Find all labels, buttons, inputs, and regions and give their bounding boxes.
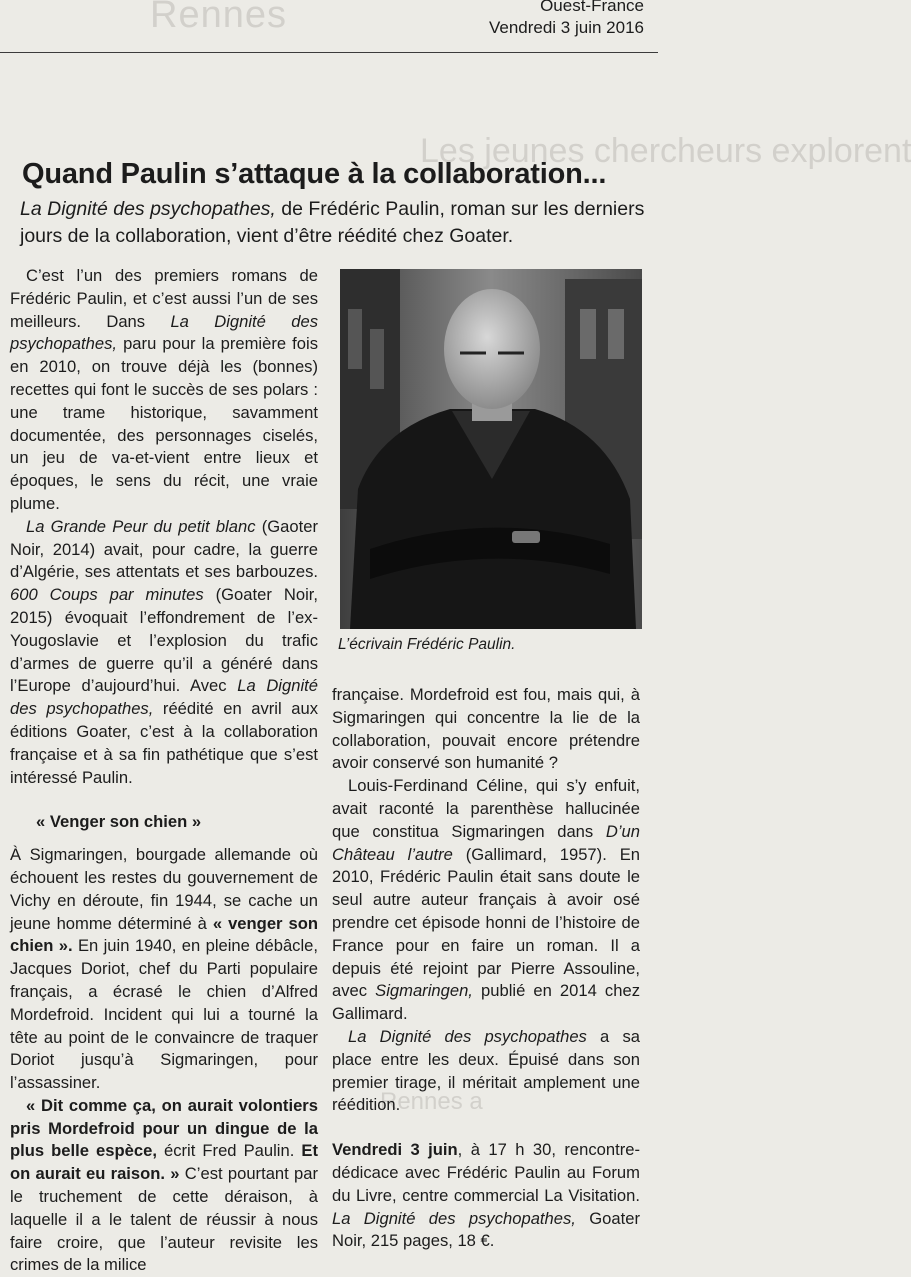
paragraph: La Dignité des psychopathes a sa place entre les deux. Épuisé dans son premier tirage, il méritait amplement une réédition. (332, 1026, 641, 1115)
photo-caption: L’écrivain Frédéric Paulin. (338, 636, 516, 653)
article-column-right (332, 684, 640, 1253)
header-rule (0, 52, 658, 53)
newspaper-name: Ouest-France (540, 0, 644, 15)
paragraph: Louis-Ferdinand Céline, qui s’y enfuit, avait raconté la parenthèse hallucinée que constitua Sigmaringen dans D’un Château l’autre (Gallimard, 1957). En 2010, Frédéric Paulin était sans doute le seul autre auteur français à avoir osé prendre cet épisode honni de l’histoire de France pour en faire un roman. Il a depuis été rejoint par Pierre Assouline, avec Sigmaringen, publié en 2014 chez Gallimard. (332, 776, 640, 1024)
author-photo (340, 269, 642, 629)
standfirst-text: de Frédéric Paulin, roman sur les derniers jours de la collaboration, vient d’être réédité chez Goater. (20, 198, 645, 247)
event-info: Vendredi 3 juin, à 17 h 30, rencontre-dédicace avec Frédéric Paulin au Forum du Livre, centre commercial La Visitation. La Dignité des psychopathes, Goater Noir, 215 pages, 18 €. (332, 1140, 640, 1251)
article-standfirst (20, 196, 652, 250)
paragraph: « Dit comme ça, on aurait volontiers pris Mordefroid pour un dingue de la plus belle espèce, écrit Fred Paulin. Et on aurait eu raison. » C’est pourtant par le truchement de cette déraison, à laquelle il a le talent de réussir à nous faire croire, que l’auteur revisite les crimes de la milice (10, 1095, 319, 1275)
bleed-through-text: Rennes (150, 0, 287, 36)
bleed-through-text: Rennes a (380, 1088, 483, 1115)
article-subheading: « Venger son chien » (36, 812, 202, 832)
paragraph: À Sigmaringen, bourgade allemande où échouent les restes du gouvernement de Vichy en déroute, fin 1944, se cache un jeune homme déterminé à « venger son chien ». En juin 1940, en pleine débâcle, Jacques Doriot, chef du Parti populaire français, a écrasé le chien d’Alfred Mordefroid. Incident qui lui a tourné la tête au point de le convaincre de traquer Doriot jusqu’à Sigmaringen, pour l’assassiner. (10, 845, 318, 1093)
paragraph: française. Mordefroid est fou, mais qui, à Sigmaringen qui concentre la lie de la collaboration, pouvait encore prétendre avoir conservé son humanité ? (332, 685, 640, 773)
article-column-left (10, 265, 318, 1277)
author-portrait-illustration (340, 269, 642, 629)
publication-date: Vendredi 3 juin 2016 (488, 18, 644, 37)
paragraph: La Grande Peur du petit blanc (Gaoter Noir, 2014) avait, pour cadre, la guerre d’Algérie, ses attentats et ses barbouzes. 600 Coups par minutes (Goater Noir, 2015) évoquait l’effondrement de l’ex-Yougoslavie et l’explosion du trafic d’armes de guerre qu’il a généré dans l’Europe d’aujourd’hui. Avec La Dignité des psychopathes, réédité en avril aux éditions Goater, c’est à la collaboration française et à sa fin pathétique que s’est intéressé Paulin. (10, 516, 318, 787)
standfirst-title: La Dignité des psychopathes, (20, 198, 276, 220)
article-headline: Quand Paulin s’attaque à la collaboration... (22, 158, 607, 190)
bleed-through-text: Les jeunes chercheurs explorent (420, 132, 911, 170)
paragraph: C’est l’un des premiers romans de Frédéric Paulin, et c’est aussi l’un de ses meilleurs. Dans La Dignité des psychopathes, paru pour la première fois en 2010, on trouve déjà les (bonnes) recettes qui font le succès de ses polars : une trame historique, savamment documentée, des personnages ciselés, un jeu de va-et-vient entre lieux et époques, le sens du récit, une vraie plume. (10, 266, 318, 513)
